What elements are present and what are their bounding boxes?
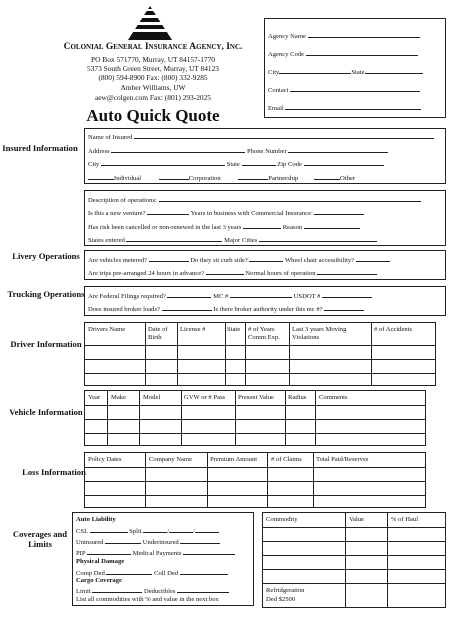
- authority-field[interactable]: [324, 304, 364, 311]
- pip-label: PIP: [76, 550, 86, 557]
- comp-field[interactable]: [106, 568, 152, 575]
- vehicle-header-model: Model: [143, 394, 161, 401]
- split-field-3[interactable]: [195, 526, 219, 533]
- insured-state-field[interactable]: [242, 159, 276, 166]
- loss-header-total: Total Paid/Reserves: [316, 456, 369, 463]
- operations-box: [84, 190, 446, 246]
- usdot-label: USDOT #: [293, 293, 321, 300]
- loss-header-policy: Policy Dates: [88, 456, 122, 463]
- mc-label: MC #: [213, 293, 229, 300]
- other-label: Other: [340, 175, 356, 182]
- states-field[interactable]: [126, 235, 222, 242]
- insured-city-label: City: [88, 161, 100, 168]
- insured-box: [84, 128, 446, 184]
- loss-section-label: Loss Information: [22, 467, 86, 477]
- wheelchair-label: Wheel chair accessibility?: [284, 257, 355, 264]
- coverages-section-label: Coverages and Limits: [12, 529, 68, 549]
- insured-phone-field[interactable]: [288, 146, 388, 153]
- value-header: Value: [349, 516, 365, 523]
- agency-state-label: State: [351, 69, 365, 76]
- company-contact: Amber Williams, UW: [120, 83, 186, 92]
- loss-header-claims: # of Claims: [271, 456, 302, 463]
- livery-box: [84, 250, 446, 280]
- company-name: Colonial General Insurance Agency, Inc.: [63, 42, 243, 52]
- driver-section-label: Driver Information: [10, 339, 82, 349]
- coverages-box: Auto Liability CSL Split / / Uninsured Underinsured PIP Medical Payments Physical Damage Comp Ded Coll Ded Cargo Coverage Limit Deductibles List all commodities with % and value in the next box: [72, 512, 254, 606]
- vehicle-header-value: Present Value: [238, 394, 274, 401]
- wheelchair-field[interactable]: [356, 255, 390, 262]
- coll-field[interactable]: [180, 568, 228, 575]
- vehicle-table: [84, 390, 426, 446]
- description-field[interactable]: [159, 195, 421, 202]
- trucking-section-label: Trucking Operations: [7, 289, 85, 299]
- individual-label: Individual: [114, 175, 142, 182]
- vehicle-header-comments: Comments: [319, 394, 348, 401]
- commodity-header: Commodity: [266, 516, 298, 523]
- company-logo: [128, 6, 172, 40]
- split-field-2[interactable]: [169, 526, 193, 533]
- prearranged-label: Are trips pre-arranged 24 hours in advance?: [88, 270, 205, 277]
- agency-city-field[interactable]: [279, 67, 351, 74]
- curb-field[interactable]: [249, 255, 283, 262]
- driver-header-years: # of Years Comm Exp.: [248, 326, 280, 341]
- cancelled-field[interactable]: [243, 222, 281, 229]
- page-title: Auto Quick Quote: [86, 106, 220, 125]
- reason-field[interactable]: [304, 222, 360, 229]
- description-label: Description of operations:: [88, 197, 157, 204]
- agency-name-field[interactable]: [308, 31, 420, 38]
- insured-section-label: Insured Information: [2, 143, 78, 153]
- insured-zip-label: Zip Code: [277, 161, 302, 168]
- partnership-label: Partnership: [268, 175, 299, 182]
- deductibles-field[interactable]: [177, 586, 229, 593]
- driver-header-name: Drivers Name: [88, 326, 126, 333]
- uninsured-label: Uninsured: [76, 539, 104, 546]
- insured-city-field[interactable]: [101, 159, 225, 166]
- broker-label: Does insured broker loads?: [88, 306, 160, 313]
- company-address-2: 5373 South Green Street, Murray, UT 84123: [87, 64, 219, 73]
- company-phone: (800) 594-8900 Fax: (800) 332-9285: [98, 73, 208, 82]
- vehicle-header-gvw: GVW or # Pass: [184, 394, 226, 401]
- insured-address-field[interactable]: [111, 146, 245, 153]
- agency-contact-field[interactable]: [290, 85, 420, 92]
- physical-damage-label: Physical Damage: [76, 558, 125, 565]
- auto-liability-label: Auto Liability: [76, 516, 116, 523]
- csl-label: CSL: [76, 528, 88, 535]
- comp-label: Comp Ded: [76, 570, 105, 577]
- insured-address-label: Address: [88, 148, 110, 155]
- broker-field[interactable]: [162, 304, 212, 311]
- agency-box: [264, 18, 446, 118]
- driver-header-license: License #: [180, 326, 206, 333]
- limit-label: Limit: [76, 588, 91, 595]
- mc-field[interactable]: [230, 291, 292, 298]
- corporation-label: Corporation: [188, 175, 221, 182]
- driver-header-violations: Last 3 years Moving Violations: [292, 326, 347, 341]
- loss-header-company: Company Name: [149, 456, 193, 463]
- vehicle-header-radius: Radius: [288, 394, 307, 401]
- agency-code-label: Agency Code: [268, 51, 305, 58]
- filings-label: Are Federal Filings required?: [88, 293, 166, 300]
- agency-email-label: Email: [268, 105, 284, 112]
- cities-field[interactable]: [259, 235, 377, 242]
- medical-field[interactable]: [183, 548, 235, 555]
- insured-name-field[interactable]: [134, 132, 434, 139]
- cancelled-label: Has risk been cancelled or non-renewed in the last 3 years: [88, 224, 242, 231]
- states-label: States entered: [88, 237, 125, 244]
- new-venture-field[interactable]: [147, 208, 189, 215]
- commodities-note: List all commodities with % and value in the next box: [76, 596, 219, 603]
- vehicle-header-year: Year: [88, 394, 101, 401]
- authority-label: Is there broker authority under this mc #?: [213, 306, 323, 313]
- driver-header-state: State: [227, 326, 241, 333]
- agency-city-label: City: [268, 69, 280, 76]
- vehicle-section-label: Vehicle Information: [9, 407, 83, 417]
- csl-field[interactable]: [90, 526, 128, 533]
- curb-label: Do they sit curb side?: [190, 257, 248, 264]
- insured-zip-field[interactable]: [304, 159, 384, 166]
- coll-label: Coll Ded: [154, 570, 179, 577]
- cargo-label: Cargo Coverage: [76, 577, 122, 584]
- driver-header-dob: Date of Birth: [148, 326, 168, 341]
- agency-code-field[interactable]: [306, 49, 418, 56]
- years-business-label: Years in business with Commercial Insurance:: [190, 210, 313, 217]
- company-address-1: PO Box 571770, Murray, UT 84157-1770: [91, 55, 215, 64]
- pip-field[interactable]: [87, 548, 131, 555]
- insured-name-label: Name of Insured: [88, 134, 133, 141]
- hours-field[interactable]: [317, 268, 377, 275]
- haul-header: % of Haul: [391, 516, 419, 523]
- filings-field[interactable]: [167, 291, 211, 298]
- underinsured-label: Underinsured: [142, 539, 179, 546]
- hours-label: Normal hours of operation: [245, 270, 316, 277]
- deductibles-label: Deductibles: [143, 588, 176, 595]
- cities-label: Major Cities: [224, 237, 258, 244]
- years-business-field[interactable]: [314, 208, 364, 215]
- reason-label: Reason: [282, 224, 303, 231]
- metered-label: Are vehicles metered?: [88, 257, 147, 264]
- loss-header-premium: Premium Amount: [210, 456, 258, 463]
- refrigeration-label: Refridgeration: [266, 587, 305, 594]
- agency-email-field[interactable]: [285, 103, 421, 110]
- loss-table: [84, 452, 426, 508]
- limit-field[interactable]: [92, 586, 142, 593]
- insured-state-label: State: [226, 161, 240, 168]
- driver-header-accidents: # of Accidents: [374, 326, 413, 333]
- vehicle-header-make: Make: [111, 394, 127, 401]
- insured-phone-label: Phone Number: [246, 148, 287, 155]
- partnership-field[interactable]: [238, 173, 268, 180]
- agency-state-field[interactable]: [365, 67, 423, 74]
- individual-field[interactable]: [88, 173, 114, 180]
- underinsured-field[interactable]: [180, 537, 220, 544]
- usdot-field[interactable]: [322, 291, 372, 298]
- prearranged-field[interactable]: [206, 268, 244, 275]
- new-venture-label: Is this a new venture?: [88, 210, 146, 217]
- trucking-box: [84, 286, 446, 316]
- split-label: Split: [129, 528, 142, 535]
- livery-section-label: Livery Operations: [12, 251, 80, 261]
- split-field-1[interactable]: [143, 526, 167, 533]
- commodity-table: [262, 512, 446, 608]
- agency-name-label: Agency Name: [268, 33, 306, 40]
- refrigeration-ded-label: Ded $2500: [266, 596, 296, 603]
- metered-field[interactable]: [149, 255, 189, 262]
- medical-label: Medical Payments: [132, 550, 182, 557]
- corporation-field[interactable]: [159, 173, 189, 180]
- other-field[interactable]: [314, 173, 340, 180]
- agency-contact-label: Contact: [268, 87, 289, 94]
- uninsured-field[interactable]: [105, 537, 141, 544]
- driver-table: [84, 322, 436, 386]
- company-email: aew@colgen.com Fax: (801) 293-2025: [95, 93, 211, 102]
